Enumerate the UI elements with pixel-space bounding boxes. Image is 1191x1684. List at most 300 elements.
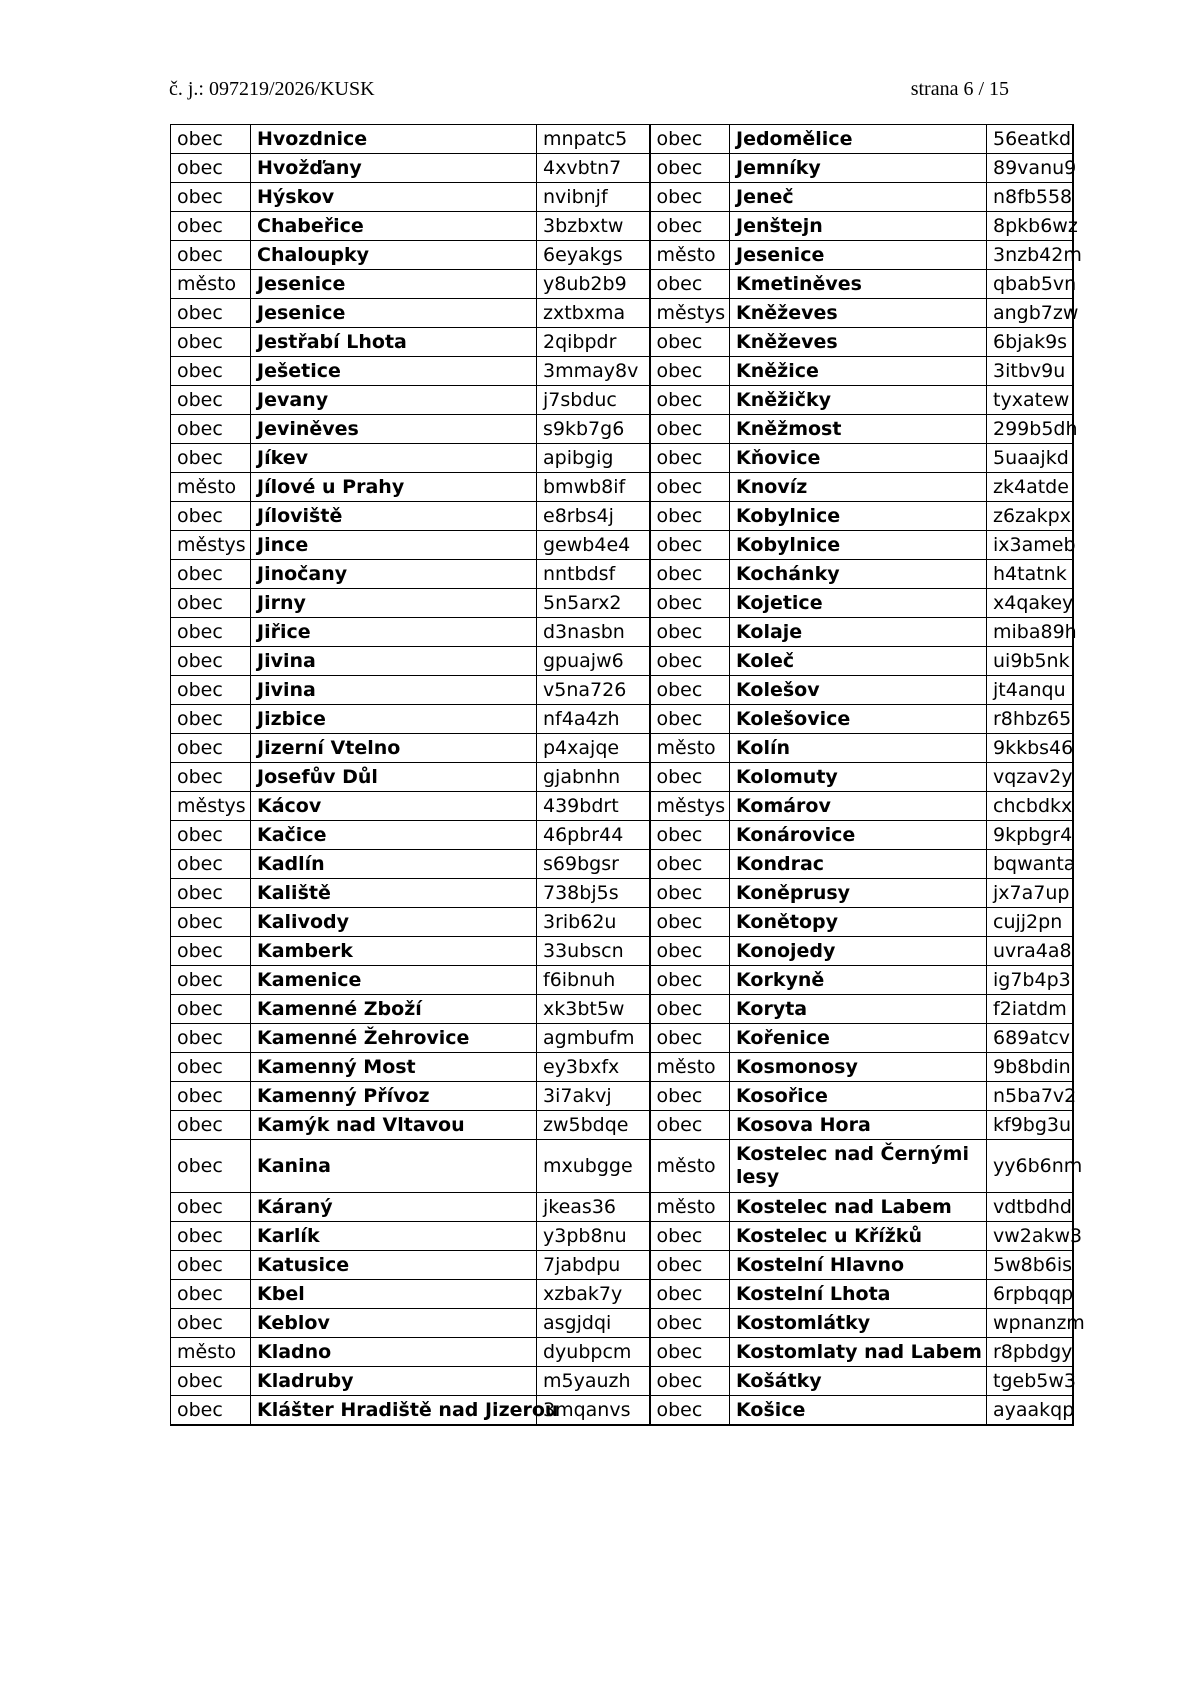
left-code-cell: 3i7akvj: [537, 1082, 650, 1111]
left-code-cell: xzbak7y: [537, 1280, 650, 1309]
left-name-cell: Jinočany: [251, 560, 537, 589]
left-code-cell: e8rbs4j: [537, 502, 650, 531]
left-code-cell: 5n5arx2: [537, 589, 650, 618]
right-name-cell: Kochánky: [730, 560, 987, 589]
right-code-cell: 5w8b6is: [987, 1251, 1073, 1280]
table-row: [171, 415, 1073, 444]
right-name-cell: Kostelec u Křížků: [730, 1222, 987, 1251]
left-type-cell: obec: [171, 1053, 251, 1082]
left-name-cell: Kaliště: [251, 879, 537, 908]
left-name-cell: Kamýk nad Vltavou: [251, 1111, 537, 1140]
left-type-cell: obec: [171, 1309, 251, 1338]
right-type-cell: obec: [650, 1111, 730, 1140]
left-type-cell: obec: [171, 850, 251, 879]
right-code-cell: chcbdkx: [987, 792, 1073, 821]
left-name-cell: Kamenný Přívoz: [251, 1082, 537, 1111]
right-code-cell: bqwanta: [987, 850, 1073, 879]
page-header: [169, 78, 1017, 108]
right-type-cell: obec: [650, 1251, 730, 1280]
right-name-cell: Kostelní Hlavno: [730, 1251, 987, 1280]
right-code-cell: ix3ameb: [987, 531, 1073, 560]
left-code-cell: gpuajw6: [537, 647, 650, 676]
table-row: [171, 1111, 1073, 1140]
left-type-cell: obec: [171, 1251, 251, 1280]
left-type-cell: obec: [171, 241, 251, 270]
left-code-cell: j7sbduc: [537, 386, 650, 415]
right-name-cell: Kolomuty: [730, 763, 987, 792]
left-name-cell: Jirny: [251, 589, 537, 618]
table-row: [171, 154, 1073, 183]
page-number: strana 6 / 15: [910, 78, 1009, 100]
right-name-cell: Jemníky: [730, 154, 987, 183]
right-type-cell: obec: [650, 502, 730, 531]
right-type-cell: město: [650, 241, 730, 270]
left-code-cell: 46pbr44: [537, 821, 650, 850]
left-code-cell: 6eyakgs: [537, 241, 650, 270]
right-code-cell: 9kkbs46: [987, 734, 1073, 763]
right-type-cell: obec: [650, 763, 730, 792]
left-code-cell: nvibnjf: [537, 183, 650, 212]
left-name-cell: Karlík: [251, 1222, 537, 1251]
left-name-cell: Jíloviště: [251, 502, 537, 531]
right-name-cell: Kněževes: [730, 328, 987, 357]
right-code-cell: z6zakpx: [987, 502, 1073, 531]
right-name-cell: Kolešovice: [730, 705, 987, 734]
left-code-cell: agmbufm: [537, 1024, 650, 1053]
table-row: [171, 560, 1073, 589]
right-name-cell: Kobylnice: [730, 531, 987, 560]
table-body: [171, 125, 1085, 1426]
left-name-cell: Jizbice: [251, 705, 537, 734]
right-code-cell: kf9bg3u: [987, 1111, 1073, 1140]
left-type-cell: obec: [171, 1140, 251, 1193]
left-name-cell: Kanina: [251, 1140, 537, 1193]
right-type-cell: obec: [650, 154, 730, 183]
left-code-cell: 4xvbtn7: [537, 154, 650, 183]
right-code-cell: jx7a7up: [987, 879, 1073, 908]
left-name-cell: Kamenný Most: [251, 1053, 537, 1082]
table-row: [171, 212, 1073, 241]
right-name-cell: Kořenice: [730, 1024, 987, 1053]
municipality-table: [170, 124, 1085, 1426]
right-code-cell: ui9b5nk: [987, 647, 1073, 676]
right-name-cell: Komárov: [730, 792, 987, 821]
left-type-cell: obec: [171, 154, 251, 183]
table-row: [171, 1082, 1073, 1111]
table-row: [171, 966, 1073, 995]
left-type-cell: obec: [171, 734, 251, 763]
right-name-cell: Kněžičky: [730, 386, 987, 415]
right-name-cell: Korkyně: [730, 966, 987, 995]
table-row: [171, 589, 1073, 618]
right-type-cell: obec: [650, 879, 730, 908]
right-code-cell: h4tatnk: [987, 560, 1073, 589]
left-name-cell: Jeviněves: [251, 415, 537, 444]
left-type-cell: obec: [171, 879, 251, 908]
right-code-cell: 9kpbgr4: [987, 821, 1073, 850]
left-code-cell: xk3bt5w: [537, 995, 650, 1024]
right-type-cell: obec: [650, 1024, 730, 1053]
left-name-cell: Jesenice: [251, 299, 537, 328]
right-name-cell: Konětopy: [730, 908, 987, 937]
left-code-cell: mnpatc5: [537, 125, 650, 154]
left-type-cell: obec: [171, 1024, 251, 1053]
left-name-cell: Jílové u Prahy: [251, 473, 537, 502]
right-type-cell: městys: [650, 299, 730, 328]
left-name-cell: Chaloupky: [251, 241, 537, 270]
right-code-cell: vqzav2y: [987, 763, 1073, 792]
left-code-cell: y3pb8nu: [537, 1222, 650, 1251]
left-code-cell: 738bj5s: [537, 879, 650, 908]
table-row: [171, 1222, 1073, 1251]
table-row: [171, 1396, 1073, 1426]
right-code-cell: 56eatkd: [987, 125, 1073, 154]
table-row: [171, 1309, 1073, 1338]
right-name-cell: Konárovice: [730, 821, 987, 850]
left-code-cell: 2qibpdr: [537, 328, 650, 357]
right-type-cell: obec: [650, 1082, 730, 1111]
left-code-cell: nntbdsf: [537, 560, 650, 589]
right-code-cell: miba89h: [987, 618, 1073, 647]
left-code-cell: mxubgge: [537, 1140, 650, 1193]
right-type-cell: město: [650, 1193, 730, 1222]
right-name-cell: Konojedy: [730, 937, 987, 966]
right-code-cell: 89vanu9: [987, 154, 1073, 183]
left-code-cell: zxtbxma: [537, 299, 650, 328]
right-code-cell: vdtbdhd: [987, 1193, 1073, 1222]
left-name-cell: Jivina: [251, 647, 537, 676]
left-name-cell: Katusice: [251, 1251, 537, 1280]
right-type-cell: obec: [650, 415, 730, 444]
right-code-cell: x4qakey: [987, 589, 1073, 618]
right-code-cell: 299b5dh: [987, 415, 1073, 444]
right-code-cell: f2iatdm: [987, 995, 1073, 1024]
left-name-cell: Jestřabí Lhota: [251, 328, 537, 357]
table-row: [171, 821, 1073, 850]
left-code-cell: dyubpcm: [537, 1338, 650, 1367]
left-type-cell: obec: [171, 328, 251, 357]
left-type-cell: obec: [171, 502, 251, 531]
right-code-cell: n8fb558: [987, 183, 1073, 212]
left-type-cell: obec: [171, 995, 251, 1024]
right-type-cell: obec: [650, 212, 730, 241]
table-row: [171, 908, 1073, 937]
right-code-cell: tgeb5w3: [987, 1367, 1073, 1396]
right-code-cell: 6rpbqqp: [987, 1280, 1073, 1309]
right-type-cell: obec: [650, 473, 730, 502]
right-name-cell: Košátky: [730, 1367, 987, 1396]
left-type-cell: obec: [171, 821, 251, 850]
right-name-cell: Košice: [730, 1396, 987, 1426]
right-name-cell: Kostelec nad Černými lesy: [730, 1140, 987, 1193]
left-type-cell: obec: [171, 1396, 251, 1426]
table-row: [171, 357, 1073, 386]
left-type-cell: obec: [171, 125, 251, 154]
table-row: [171, 183, 1073, 212]
right-type-cell: město: [650, 1053, 730, 1082]
right-type-cell: obec: [650, 357, 730, 386]
right-type-cell: obec: [650, 560, 730, 589]
left-code-cell: 3mmay8v: [537, 357, 650, 386]
right-type-cell: obec: [650, 386, 730, 415]
left-code-cell: p4xajqe: [537, 734, 650, 763]
left-code-cell: 3bzbxtw: [537, 212, 650, 241]
left-type-cell: obec: [171, 212, 251, 241]
right-code-cell: wpnanzm: [987, 1309, 1073, 1338]
left-type-cell: obec: [171, 560, 251, 589]
left-type-cell: městys: [171, 531, 251, 560]
table-row: [171, 995, 1073, 1024]
right-type-cell: obec: [650, 676, 730, 705]
left-type-cell: městys: [171, 792, 251, 821]
right-type-cell: obec: [650, 531, 730, 560]
left-code-cell: v5na726: [537, 676, 650, 705]
table-row: [171, 1193, 1073, 1222]
left-name-cell: Klášter Hradiště nad Jizerou: [251, 1396, 537, 1426]
right-name-cell: Koněprusy: [730, 879, 987, 908]
right-type-cell: obec: [650, 328, 730, 357]
right-type-cell: obec: [650, 270, 730, 299]
left-code-cell: m5yauzh: [537, 1367, 650, 1396]
left-code-cell: d3nasbn: [537, 618, 650, 647]
left-code-cell: gjabnhn: [537, 763, 650, 792]
right-name-cell: Jeneč: [730, 183, 987, 212]
left-name-cell: Jesenice: [251, 270, 537, 299]
right-code-cell: 5uaajkd: [987, 444, 1073, 473]
left-name-cell: Ješetice: [251, 357, 537, 386]
left-code-cell: bmwb8if: [537, 473, 650, 502]
right-name-cell: Kosmonosy: [730, 1053, 987, 1082]
right-type-cell: obec: [650, 705, 730, 734]
left-type-cell: obec: [171, 183, 251, 212]
table-row: [171, 1338, 1073, 1367]
table-row: [171, 502, 1073, 531]
document-reference: č. j.: 097219/2026/KUSK: [169, 78, 375, 100]
right-type-cell: obec: [650, 995, 730, 1024]
left-type-cell: obec: [171, 705, 251, 734]
right-code-cell: 3nzb42m: [987, 241, 1073, 270]
right-type-cell: obec: [650, 821, 730, 850]
left-type-cell: obec: [171, 676, 251, 705]
left-name-cell: Kamenné Zboží: [251, 995, 537, 1024]
right-name-cell: Kosořice: [730, 1082, 987, 1111]
right-type-cell: obec: [650, 850, 730, 879]
left-code-cell: gewb4e4: [537, 531, 650, 560]
right-name-cell: Kondrac: [730, 850, 987, 879]
left-type-cell: obec: [171, 618, 251, 647]
left-code-cell: 3mqanvs: [537, 1396, 650, 1426]
left-name-cell: Chabeřice: [251, 212, 537, 241]
left-name-cell: Keblov: [251, 1309, 537, 1338]
left-type-cell: město: [171, 1338, 251, 1367]
right-type-cell: obec: [650, 618, 730, 647]
right-code-cell: cujj2pn: [987, 908, 1073, 937]
table-row: [171, 270, 1073, 299]
right-code-cell: 9b8bdin: [987, 1053, 1073, 1082]
right-name-cell: Kojetice: [730, 589, 987, 618]
right-name-cell: Kostomlaty nad Labem: [730, 1338, 987, 1367]
left-name-cell: Kladno: [251, 1338, 537, 1367]
left-name-cell: Josefův Důl: [251, 763, 537, 792]
left-code-cell: 7jabdpu: [537, 1251, 650, 1280]
left-code-cell: s69bgsr: [537, 850, 650, 879]
left-name-cell: Hýskov: [251, 183, 537, 212]
table-row: [171, 734, 1073, 763]
right-name-cell: Kostelní Lhota: [730, 1280, 987, 1309]
right-code-cell: uvra4a8: [987, 937, 1073, 966]
right-name-cell: Koleč: [730, 647, 987, 676]
left-code-cell: jkeas36: [537, 1193, 650, 1222]
right-code-cell: tyxatew: [987, 386, 1073, 415]
right-code-cell: n5ba7v2: [987, 1082, 1073, 1111]
left-name-cell: Kamberk: [251, 937, 537, 966]
table-row: [171, 647, 1073, 676]
table-row: [171, 1280, 1073, 1309]
table-row: [171, 1251, 1073, 1280]
right-type-cell: obec: [650, 937, 730, 966]
right-code-cell: 3itbv9u: [987, 357, 1073, 386]
left-type-cell: obec: [171, 1280, 251, 1309]
right-name-cell: Jenštejn: [730, 212, 987, 241]
table-row: [171, 531, 1073, 560]
left-name-cell: Kamenné Žehrovice: [251, 1024, 537, 1053]
left-name-cell: Kačice: [251, 821, 537, 850]
table-row: [171, 937, 1073, 966]
left-type-cell: obec: [171, 1082, 251, 1111]
left-name-cell: Jizerní Vtelno: [251, 734, 537, 763]
left-name-cell: Jíkev: [251, 444, 537, 473]
left-type-cell: obec: [171, 386, 251, 415]
left-type-cell: obec: [171, 937, 251, 966]
table-row: [171, 125, 1073, 154]
right-name-cell: Kmetiněves: [730, 270, 987, 299]
table-row: [171, 1053, 1073, 1082]
right-name-cell: Jedomělice: [730, 125, 987, 154]
right-type-cell: obec: [650, 1367, 730, 1396]
right-name-cell: Kněžice: [730, 357, 987, 386]
left-code-cell: nf4a4zh: [537, 705, 650, 734]
right-type-cell: obec: [650, 1396, 730, 1426]
left-type-cell: město: [171, 270, 251, 299]
right-type-cell: obec: [650, 444, 730, 473]
right-code-cell: 689atcv: [987, 1024, 1073, 1053]
table-row: [171, 676, 1073, 705]
table-row: [171, 328, 1073, 357]
left-type-cell: obec: [171, 966, 251, 995]
left-type-cell: město: [171, 473, 251, 502]
table-row: [171, 386, 1073, 415]
right-name-cell: Kolešov: [730, 676, 987, 705]
table-row: [171, 241, 1073, 270]
table-row: [171, 1367, 1073, 1396]
table-row: [171, 1140, 1073, 1193]
table-row: [171, 879, 1073, 908]
left-name-cell: Káraný: [251, 1193, 537, 1222]
left-code-cell: asgjdqi: [537, 1309, 650, 1338]
left-type-cell: obec: [171, 763, 251, 792]
right-type-cell: obec: [650, 1280, 730, 1309]
right-name-cell: Koryta: [730, 995, 987, 1024]
right-type-cell: město: [650, 1140, 730, 1193]
left-type-cell: obec: [171, 1111, 251, 1140]
right-name-cell: Kolín: [730, 734, 987, 763]
left-name-cell: Kalivody: [251, 908, 537, 937]
right-type-cell: město: [650, 734, 730, 763]
right-name-cell: Knovíz: [730, 473, 987, 502]
left-code-cell: 33ubscn: [537, 937, 650, 966]
right-code-cell: jt4anqu: [987, 676, 1073, 705]
table-row: [171, 1024, 1073, 1053]
right-code-cell: ayaakqp: [987, 1396, 1073, 1426]
right-type-cell: obec: [650, 1338, 730, 1367]
left-name-cell: Kadlín: [251, 850, 537, 879]
left-type-cell: obec: [171, 647, 251, 676]
right-name-cell: Kosova Hora: [730, 1111, 987, 1140]
left-name-cell: Kbel: [251, 1280, 537, 1309]
right-type-cell: obec: [650, 125, 730, 154]
table-row: [171, 299, 1073, 328]
left-name-cell: Jince: [251, 531, 537, 560]
right-name-cell: Kněževes: [730, 299, 987, 328]
right-name-cell: Kolaje: [730, 618, 987, 647]
left-type-cell: obec: [171, 1367, 251, 1396]
right-type-cell: obec: [650, 183, 730, 212]
left-name-cell: Jiřice: [251, 618, 537, 647]
right-type-cell: obec: [650, 908, 730, 937]
right-name-cell: Kostomlátky: [730, 1309, 987, 1338]
right-name-cell: Kobylnice: [730, 502, 987, 531]
right-code-cell: vw2akw3: [987, 1222, 1073, 1251]
left-type-cell: obec: [171, 444, 251, 473]
table-row: [171, 763, 1073, 792]
left-type-cell: obec: [171, 299, 251, 328]
left-type-cell: obec: [171, 908, 251, 937]
left-type-cell: obec: [171, 589, 251, 618]
left-code-cell: s9kb7g6: [537, 415, 650, 444]
left-type-cell: obec: [171, 1193, 251, 1222]
left-type-cell: obec: [171, 415, 251, 444]
right-code-cell: qbab5vn: [987, 270, 1073, 299]
table-row: [171, 618, 1073, 647]
right-code-cell: angb7zw: [987, 299, 1073, 328]
left-type-cell: obec: [171, 357, 251, 386]
left-code-cell: f6ibnuh: [537, 966, 650, 995]
table-row: [171, 792, 1073, 821]
left-code-cell: ey3bxfx: [537, 1053, 650, 1082]
right-code-cell: zk4atde: [987, 473, 1073, 502]
left-code-cell: 439bdrt: [537, 792, 650, 821]
left-code-cell: zw5bdqe: [537, 1111, 650, 1140]
left-name-cell: Hvozdnice: [251, 125, 537, 154]
right-name-cell: Kostelec nad Labem: [730, 1193, 987, 1222]
table-row: [171, 473, 1073, 502]
left-code-cell: apibgig: [537, 444, 650, 473]
right-type-cell: obec: [650, 1309, 730, 1338]
right-name-cell: Kňovice: [730, 444, 987, 473]
right-type-cell: městys: [650, 792, 730, 821]
right-code-cell: r8pbdgy: [987, 1338, 1073, 1367]
left-name-cell: Jivina: [251, 676, 537, 705]
right-type-cell: obec: [650, 589, 730, 618]
right-code-cell: 8pkb6wz: [987, 212, 1073, 241]
left-name-cell: Kácov: [251, 792, 537, 821]
left-name-cell: Kamenice: [251, 966, 537, 995]
right-type-cell: obec: [650, 966, 730, 995]
table-row: [171, 850, 1073, 879]
right-code-cell: 6bjak9s: [987, 328, 1073, 357]
left-name-cell: Jevany: [251, 386, 537, 415]
table-row: [171, 705, 1073, 734]
